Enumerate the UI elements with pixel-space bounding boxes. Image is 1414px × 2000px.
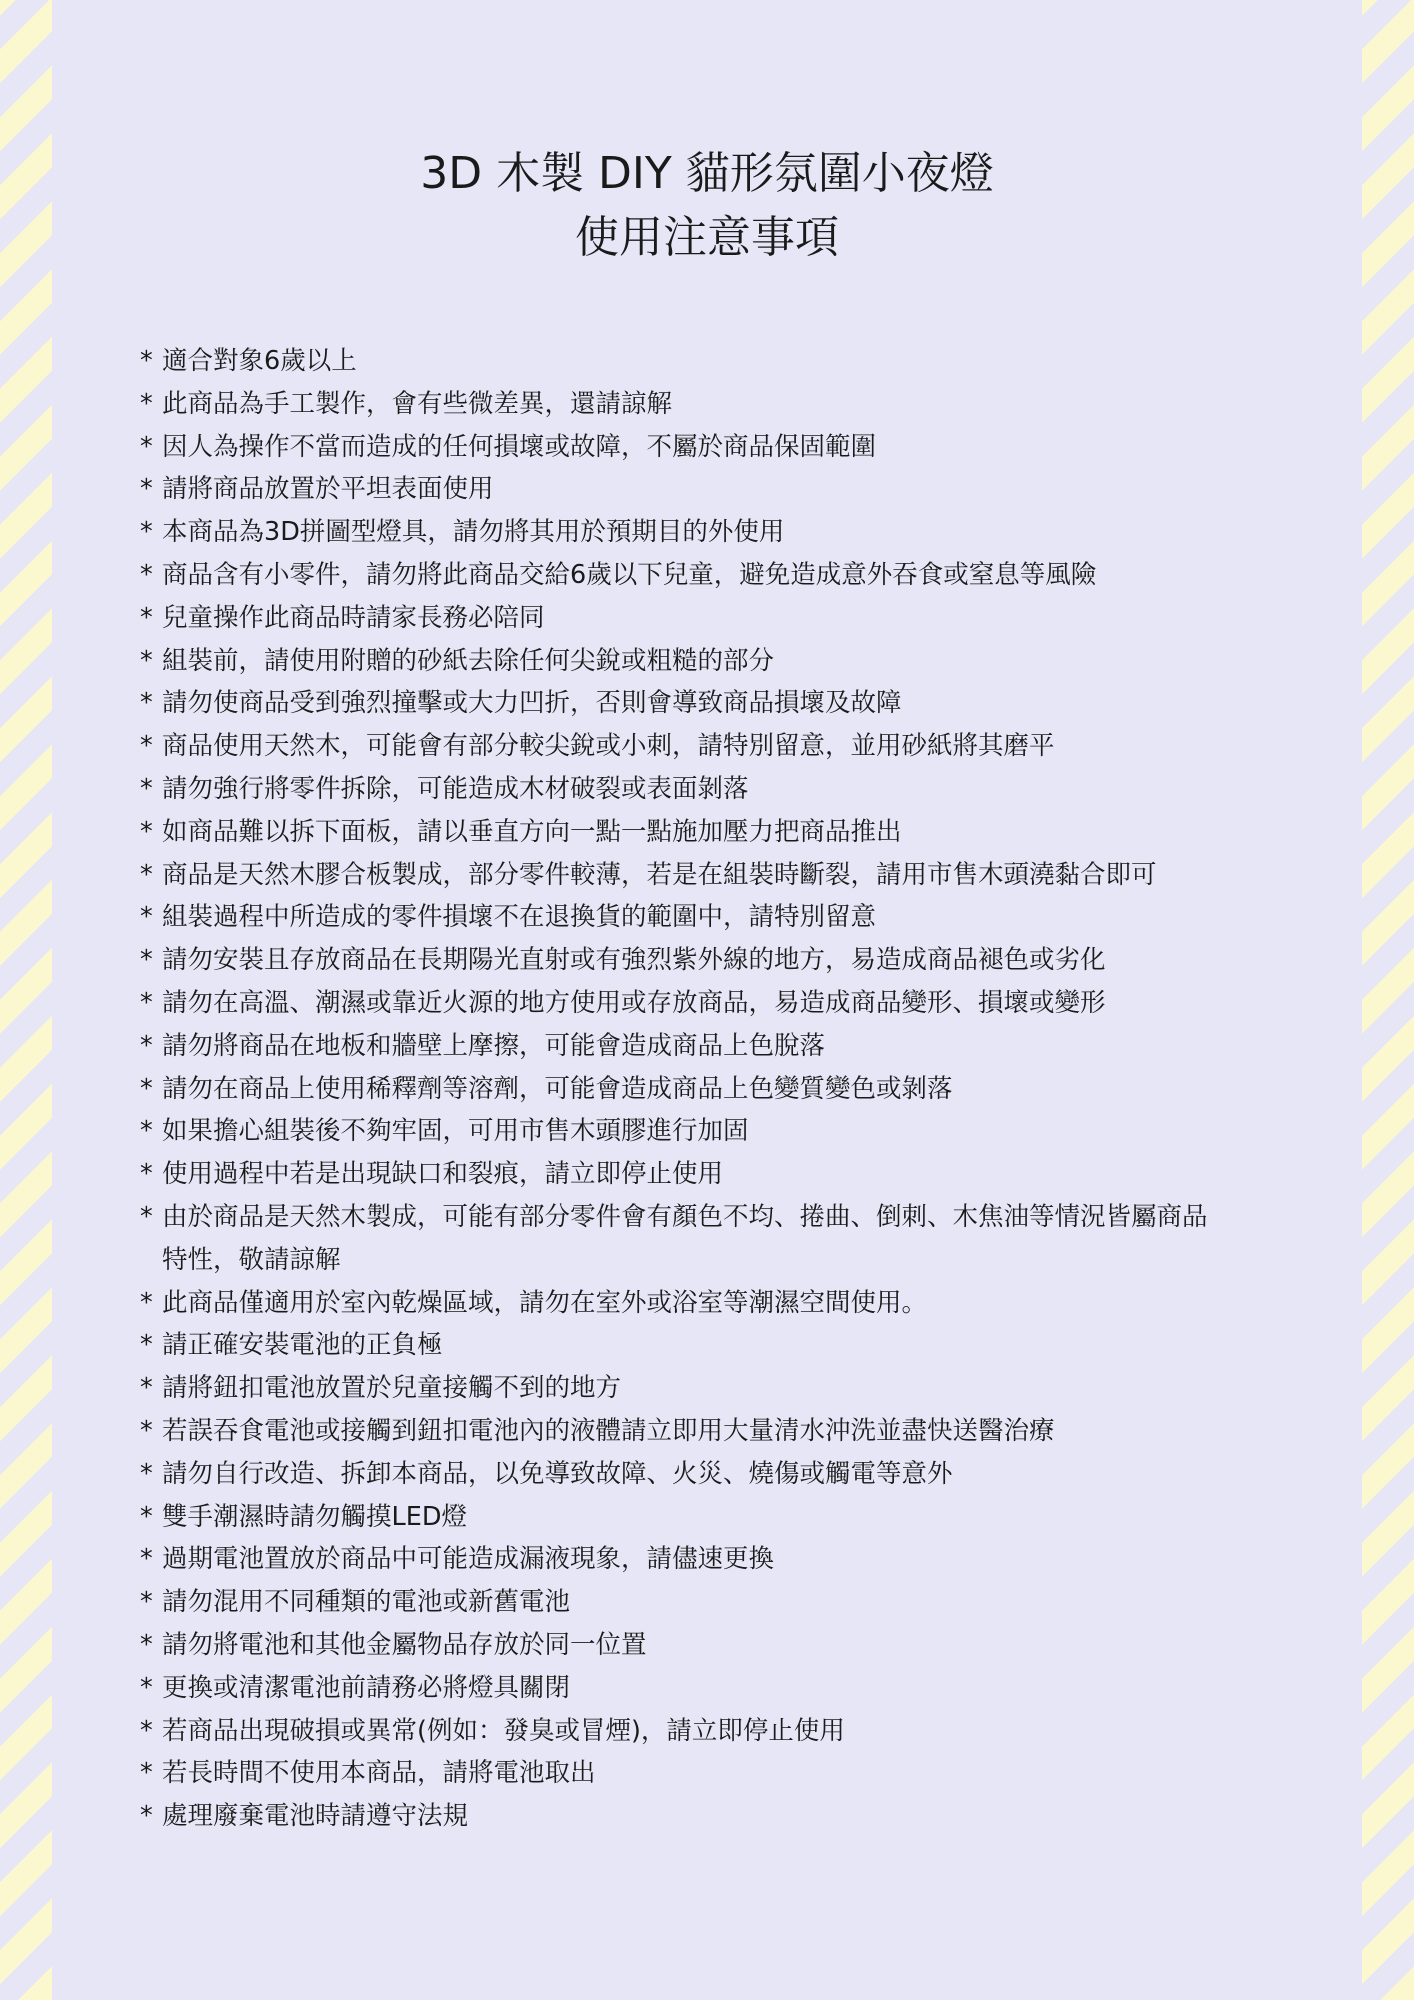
bullet-mark: * [140,688,153,719]
bullet-mark: * [140,1030,153,1061]
precaution-text: 請勿自行改造、拆卸本商品，以免導致故障、火災、燒傷或觸電等意外 [162,1458,953,1489]
precaution-text: 若誤吞食電池或接觸到鈕扣電池內的液體請立即用大量清水沖洗並盡快送醫治療 [162,1415,1055,1446]
precaution-item [140,1496,1220,1539]
precaution-text: 請將商品放置於平坦表面使用 [162,474,494,505]
precaution-text: 過期電池置放於商品中可能造成漏液現象，請儘速更換 [162,1544,775,1575]
precaution-item [140,682,1220,725]
precaution-item [140,1667,1220,1710]
precaution-item [140,1624,1220,1667]
precaution-text: 因人為操作不當而造成的任何損壞或故障，不屬於商品保固範圍 [162,431,877,462]
bullet-mark: * [140,1501,153,1532]
precaution-text: 處理廢棄電池時請遵守法規 [162,1801,469,1832]
precaution-text: 若長時間不使用本商品，請將電池取出 [162,1758,596,1789]
precaution-item [140,1538,1220,1581]
bullet-mark: * [140,1073,153,1104]
precaution-item [140,811,1220,854]
precaution-item [140,340,1220,383]
precaution-text: 由於商品是天然木製成，可能有部分零件會有顏色不均、捲曲、倒刺、木焦油等情況皆屬商品特性，敬請諒解 [162,1201,1208,1275]
right-stripe-border [1362,0,1414,2000]
precaution-item [140,1196,1220,1282]
document-title [0,142,1414,270]
precaution-text: 組裝前，請使用附贈的砂紙去除任何尖銳或粗糙的部分 [162,645,775,676]
precaution-item [140,1110,1220,1153]
precaution-item [140,383,1220,426]
precaution-item [140,1581,1220,1624]
precaution-text: 請將鈕扣電池放置於兒童接觸不到的地方 [162,1373,622,1404]
precaution-item [140,1752,1220,1795]
precaution-text: 請勿安裝且存放商品在長期陽光直射或有強烈紫外線的地方，易造成商品褪色或劣化 [162,945,1106,976]
precaution-item [140,554,1220,597]
bullet-mark: * [140,1159,153,1190]
left-stripe-border [0,0,52,2000]
bullet-mark: * [140,1415,153,1446]
precaution-item [140,1367,1220,1410]
precaution-text: 若商品出現破損或異常(例如：發臭或冒煙)，請立即停止使用 [162,1715,845,1746]
precaution-item [140,1710,1220,1753]
precaution-item [140,1282,1220,1325]
precaution-text: 兒童操作此商品時請家長務必陪同 [162,602,545,633]
bullet-mark: * [140,1758,153,1789]
precaution-text: 組裝過程中所造成的零件損壞不在退換貨的範圍中，請特別留意 [162,902,877,933]
bullet-mark: * [140,645,153,676]
bullet-mark: * [140,517,153,548]
bullet-mark: * [140,731,153,762]
precaution-item [140,468,1220,511]
title-line-product: 3D 木製 DIY 貓形氛圍小夜燈 [420,148,994,199]
precaution-item [140,1795,1220,1838]
bullet-mark: * [140,1116,153,1147]
precaution-item [140,939,1220,982]
precaution-text: 適合對象6歲以上 [162,346,357,376]
precaution-text: 使用過程中若是出現缺口和裂痕，請立即停止使用 [162,1159,724,1190]
precaution-text: 請勿在商品上使用稀釋劑等溶劑，可能會造成商品上色變質變色或剝落 [162,1073,953,1104]
precaution-text: 商品使用天然木，可能會有部分較尖銳或小刺，請特別留意，並用砂紙將其磨平 [162,731,1055,762]
precaution-text: 雙手潮濕時請勿觸摸LED燈 [162,1501,467,1532]
bullet-mark: * [140,1587,153,1618]
precaution-item [140,1453,1220,1496]
precaution-text: 請勿強行將零件拆除，可能造成木材破裂或表面剝落 [162,773,749,804]
precaution-text: 請勿在高溫、潮濕或靠近火源的地方使用或存放商品，易造成商品變形、損壞或變形 [162,987,1106,1018]
precaution-text: 更換或清潔電池前請務必將燈具關閉 [162,1672,571,1703]
precaution-item [140,725,1220,768]
bullet-mark: * [140,602,153,633]
precaution-item [140,640,1220,683]
bullet-mark: * [140,1330,153,1361]
precaution-text: 商品含有小零件，請勿將此商品交給6歲以下兒童，避免造成意外吞食或窒息等風險 [162,559,1097,590]
bullet-mark: * [140,346,153,376]
precaution-item [140,1410,1220,1453]
bullet-mark: * [140,1544,153,1575]
bullet-mark: * [140,1801,153,1832]
precaution-text: 本商品為3D拼圖型燈具，請勿將其用於預期目的外使用 [162,517,785,548]
precaution-item [140,1324,1220,1367]
precautions-list [140,340,1220,1838]
bullet-mark: * [140,474,153,505]
bullet-mark: * [140,388,153,419]
precaution-text: 此商品為手工製作，會有些微差異，還請諒解 [162,388,673,419]
precaution-item [140,854,1220,897]
precaution-text: 此商品僅適用於室內乾燥區域，請勿在室外或浴室等潮濕空間使用。 [162,1287,928,1318]
precaution-text: 請勿混用不同種類的電池或新舊電池 [162,1587,571,1618]
precaution-text: 請勿將商品在地板和牆壁上摩擦，可能會造成商品上色脫落 [162,1030,826,1061]
precaution-item [140,597,1220,640]
bullet-mark: * [140,1373,153,1404]
bullet-mark: * [140,902,153,933]
bullet-mark: * [140,859,153,890]
precaution-item [140,896,1220,939]
bullet-mark: * [140,987,153,1018]
precaution-item [140,768,1220,811]
precaution-item [140,1025,1220,1068]
bullet-mark: * [140,773,153,804]
precaution-item [140,982,1220,1025]
precaution-item [140,1068,1220,1111]
bullet-mark: * [140,1629,153,1660]
title-line-notice: 使用注意事項 [575,212,839,263]
precaution-item [140,511,1220,554]
precaution-text: 請勿使商品受到強烈撞擊或大力凹折，否則會導致商品損壞及故障 [162,688,902,719]
bullet-mark: * [140,1201,153,1232]
bullet-mark: * [140,559,153,590]
bullet-mark: * [140,816,153,847]
precaution-text: 如果擔心組裝後不夠牢固，可用市售木頭膠進行加固 [162,1116,749,1147]
precaution-text: 請勿將電池和其他金屬物品存放於同一位置 [162,1629,647,1660]
precaution-text: 如商品難以拆下面板，請以垂直方向一點一點施加壓力把商品推出 [162,816,902,847]
precaution-item [140,1153,1220,1196]
bullet-mark: * [140,1458,153,1489]
precaution-text: 商品是天然木膠合板製成，部分零件較薄，若是在組裝時斷裂，請用市售木頭澆黏合即可 [162,859,1157,890]
precaution-item [140,426,1220,469]
bullet-mark: * [140,1715,153,1746]
bullet-mark: * [140,945,153,976]
precaution-text: 請正確安裝電池的正負極 [162,1330,443,1361]
bullet-mark: * [140,1672,153,1703]
bullet-mark: * [140,1287,153,1318]
bullet-mark: * [140,431,153,462]
